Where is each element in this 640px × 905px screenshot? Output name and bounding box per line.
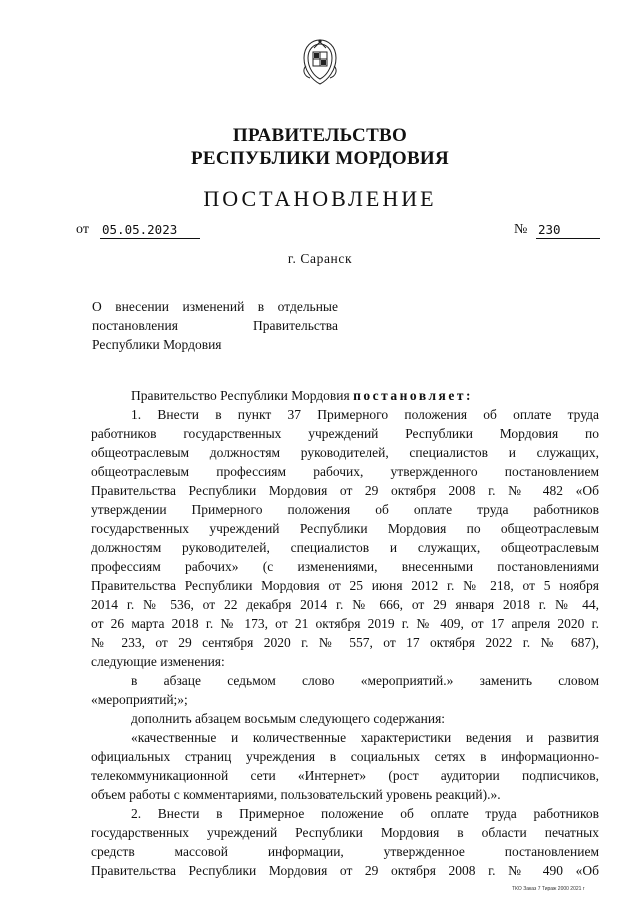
document-body <box>91 386 599 880</box>
document-number: 230 <box>536 222 600 239</box>
subject-line: Республики Мордовия <box>92 337 222 352</box>
organization-subtitle: РЕСПУБЛИКИ МОРДОВИЯ <box>190 148 450 169</box>
body-line: Правительства Республики Мордовия от 29 октября 2008 г. № 490 «Об <box>91 863 599 878</box>
print-footer-code: ТКО Заказ 7 Тираж 2000 2021 г <box>512 886 585 892</box>
body-line: работников государственных учреждений Республики Мордовия по <box>91 426 599 441</box>
document-date: 05.05.2023 <box>100 222 200 239</box>
body-line: 2014 г. № 536, от 22 декабря 2014 г. № 666, от 29 января 2018 г. № 44, <box>91 597 599 612</box>
body-line: 1. Внести в пункт 37 Примерного положения об оплате труда <box>131 407 599 422</box>
body-line: в абзаце седьмом слово «мероприятий.» заменить словом <box>131 673 599 688</box>
body-line: следующие изменения: <box>91 654 225 669</box>
preamble-verb: постановляет: <box>353 388 473 403</box>
body-line: утверждении Примерного положения об оплате труда работников <box>91 502 599 517</box>
body-line: дополнить абзацем восьмым следующего содержания: <box>131 711 446 726</box>
subject-line: постановления Правительства <box>92 318 338 333</box>
body-line: Правительства Республики Мордовия от 29 октября 2008 г. № 482 «Об <box>91 483 599 498</box>
preamble <box>91 386 599 405</box>
body-line: «качественные и количественные характеристики ведения и развития <box>131 730 599 745</box>
organization-title: ПРАВИТЕЛЬСТВО <box>232 125 408 146</box>
body-line: Правительства Республики Мордовия от 25 июня 2012 г. № 218, от 5 ноября <box>91 578 599 593</box>
body-line: государственных учреждений Республики Мордовия в области печатных <box>91 825 599 840</box>
body-line: должностям руководителей, специалистов и служащих, общеотраслевым <box>91 540 599 555</box>
number-prefix: № <box>514 222 528 237</box>
body-line: объем работы с комментариями, пользовательский уровень реакций).». <box>91 787 501 802</box>
body-line: телекоммуникационной сети «Интернет» (рост аудитории подписчиков, <box>91 768 599 783</box>
body-line: № 233, от 29 сентября 2020 г. № 557, от 17 октября 2022 г. № 687), <box>91 635 599 650</box>
body-line: 2. Внести в Примерное положение об оплате труда работников <box>131 806 599 821</box>
preamble-text: Правительство Республики Мордовия <box>131 388 350 403</box>
body-line: государственных учреждений Республики Мордовия по общеотраслевым <box>91 521 599 536</box>
body-line: профессиям рабочих» (с изменениями, внесенными постановлениями <box>91 559 599 574</box>
body-line: общеотраслевым профессиям рабочих, утвержденного постановлением <box>91 464 599 479</box>
subject-line: О внесении изменений в отдельные <box>92 299 338 314</box>
date-prefix: от <box>76 222 89 237</box>
body-line: официальных страниц учреждения в социальных сетях в информационно- <box>91 749 599 764</box>
body-line: средств массовой информации, утвержденное постановлением <box>91 844 599 859</box>
city-name: г. Саранск <box>287 251 353 266</box>
body-line: «мероприятий;»; <box>91 692 188 707</box>
body-line: общеотраслевым должностям руководителей, специалистов и служащих, <box>91 445 599 460</box>
body-line: от 26 марта 2018 г. № 173, от 21 октября 2019 г. № 409, от 17 апреля 2020 г. <box>91 616 599 631</box>
document-type: ПОСТАНОВЛЕНИЕ <box>203 186 437 211</box>
coat-of-arms-emblem <box>298 36 342 88</box>
document-subject <box>92 297 338 354</box>
